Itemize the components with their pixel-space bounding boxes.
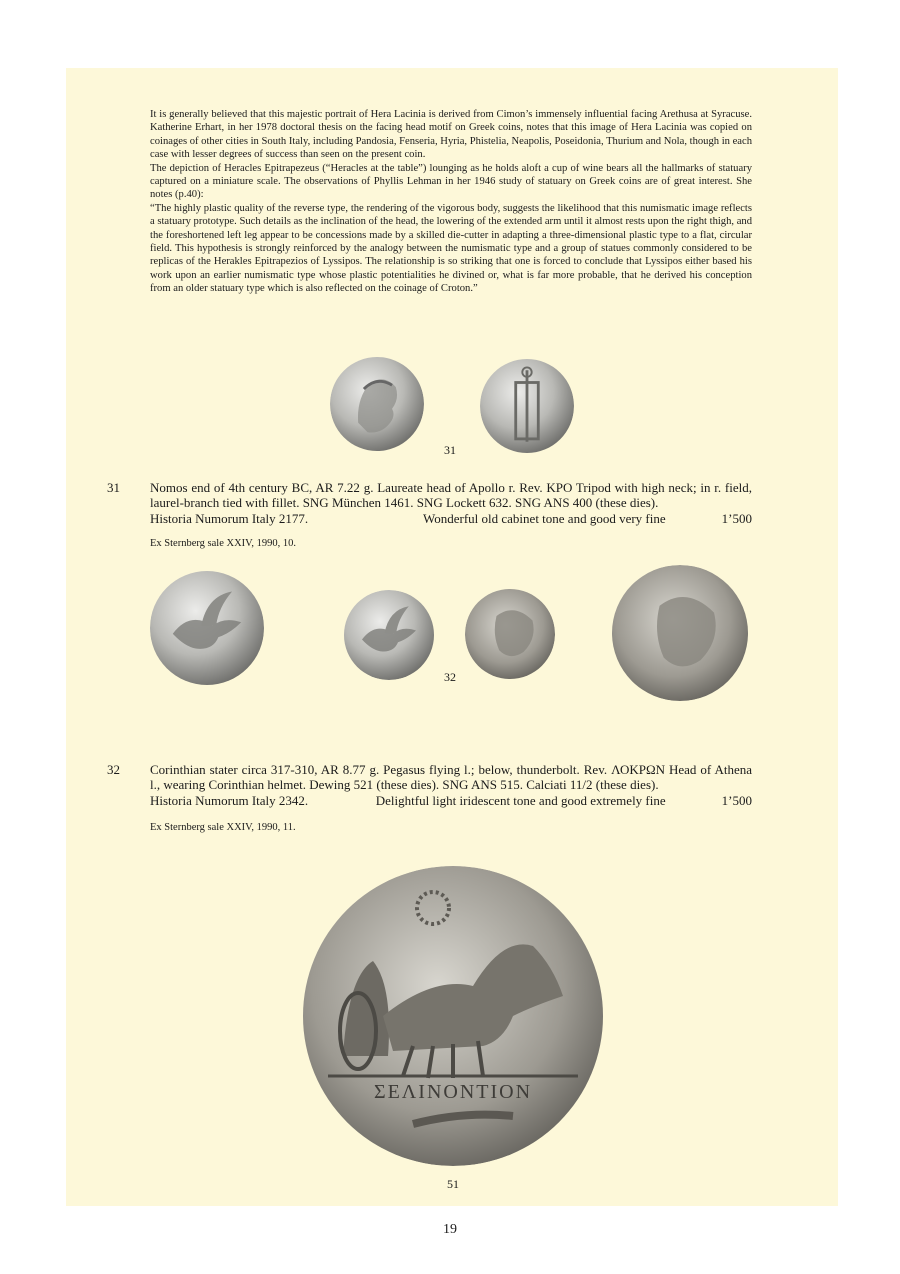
page-number: 19 xyxy=(443,1222,457,1237)
lot-price: 1’500 xyxy=(721,792,752,808)
lot-number: 31 xyxy=(107,480,120,495)
coin-31-reverse xyxy=(480,357,574,455)
intro-text xyxy=(150,108,752,296)
lot-reference: Historia Numorum Italy 2177. xyxy=(150,510,309,526)
coin-32-reverse xyxy=(465,588,555,680)
coin-51-inscription: ΣΕΛΙΝΟΝΤΙΟΝ xyxy=(373,1081,533,1103)
intro-paragraph-2: The depiction of Heracles Epitrapezeus (“Heracles at the table”) lounging as he holds aloft a cup of wine bears all the hallmarks of statuary captured on a miniature scale. The observations of Phyllis Lehman in her 1946 study of statuary on Greek coins are of great interest. She notes (p.40): xyxy=(150,162,752,201)
intro-quote: “The highly plastic quality of the reverse type, the rendering of the vigorous body, suggests the likelihood that this numismatic image reflects a statuary prototype. Such details as the inclination of the head, the lowering of the extended arm until it almost rests upon the right thigh, and the foreshortened left leg appear to be concessions made by a skilled die-cutter in adapting a three-dimensional plastic type to a flat, circular field. This hypothesis is strongly reinforced by the analogy between the numismatic type and a group of statues commonly considered to be replicas of the Herakles Epitrapezios of Lyssipos. The relationship is so striking that one is forced to conclude that Lyssipos either based his work upon an earlier numismatic type whose plastic potentialities he divined or, what is far more probable, that he derived his conception from an older statuary type which is also reflected on the coinage of Croton.” xyxy=(150,202,752,295)
lot-last-line xyxy=(150,511,752,526)
lot-reference: Historia Numorum Italy 2342. xyxy=(150,792,309,808)
coin-32-obverse-enlarged xyxy=(150,566,264,690)
figure-number-51: 51 xyxy=(447,1177,459,1191)
lot-31-provenance: Ex Sternberg sale XXIV, 1990, 10. xyxy=(150,538,297,549)
lot-tone: Wonderful old cabinet tone and good very fine xyxy=(423,510,666,526)
figure-number-31: 31 xyxy=(444,443,456,457)
coin-32-obverse xyxy=(343,590,435,680)
lot-description xyxy=(150,762,752,808)
lot-description-text: Nomos end of 4th century BC, AR 7.22 g. Laureate head of Apollo r. Rev. KPO Tripod with high neck; in r. field, laurel-branch tied with fillet. SNG München 1461. SNG Lockett 632. SNG ANS 400 (these dies). xyxy=(150,480,752,511)
lot-32-provenance: Ex Sternberg sale XXIV, 1990, 11. xyxy=(150,822,296,833)
coin-51-quadriga xyxy=(302,866,604,1166)
intro-paragraph-1: It is generally believed that this majestic portrait of Hera Lacinia is derived from Cimon’s immensely influential facing Arethusa at Syracuse. Katherine Erhart, in her 1978 doctoral thesis on the facing head motif on Greek coins, notes that this image of Hera Lacinia was copied on coinages of other cities in South Italy, including Pandosia, Fenseria, Hyria, Phistelia, Neapolis, Poseidonia, Thurium and Nola, though in each case with lesser degrees of success than seen on the present coin. xyxy=(150,109,752,161)
lot-price: 1’500 xyxy=(721,510,752,526)
lot-last-line xyxy=(150,793,752,808)
coin-31-obverse xyxy=(330,356,424,452)
coin-32-reverse-enlarged xyxy=(610,565,750,701)
lot-description-text: Corinthian stater circa 317-310, AR 8.77 g. Pegasus flying l.; below, thunderbolt. Rev. ΛΟΚΡΩΝ Head of Athena l., wearing Corinthian helmet. Dewing 521 (these dies). SNG ANS 515. Calciati 11/2 (these dies). xyxy=(150,762,752,793)
lot-tone: Delightful light iridescent tone and good extremely fine xyxy=(375,792,666,808)
lot-description xyxy=(150,480,752,526)
lot-number: 32 xyxy=(107,762,120,777)
figure-number-32: 32 xyxy=(444,670,456,684)
